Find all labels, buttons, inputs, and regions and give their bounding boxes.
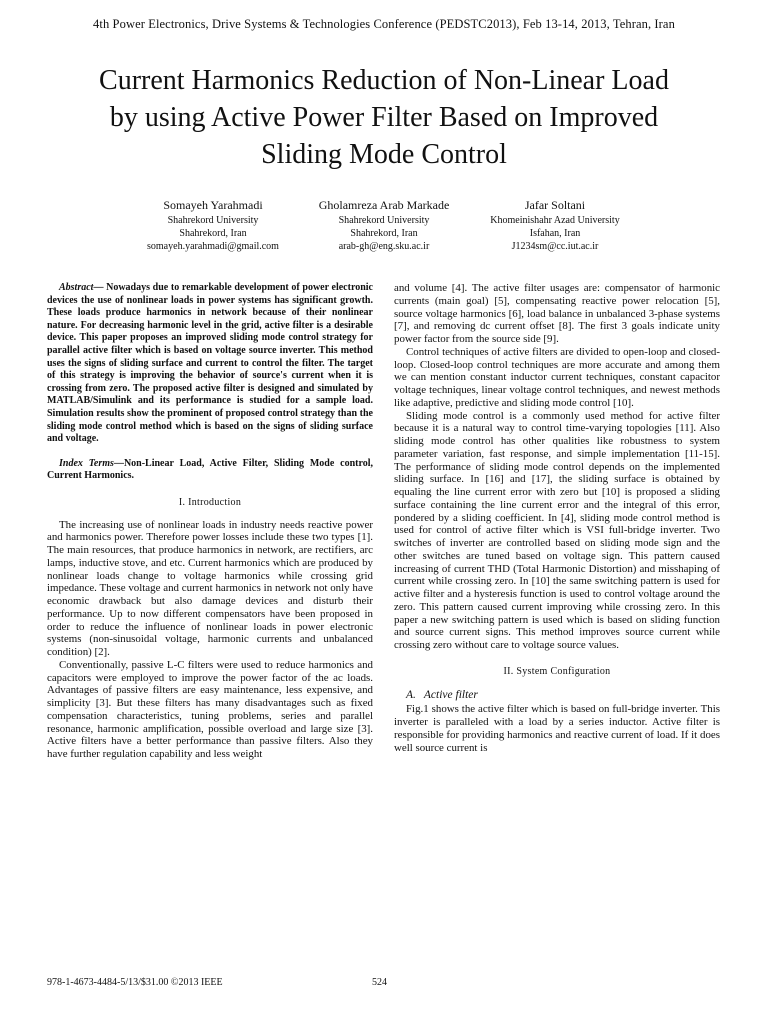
index-terms (47, 458, 373, 483)
left-column (47, 282, 373, 761)
index-terms-label: Index Terms (59, 457, 114, 469)
right-column (394, 282, 720, 754)
index-terms-text: —Non-Linear Load, Active Filter, Sliding Mode control, Current Harmonics. (47, 457, 373, 482)
author-affiliation: Shahrekord University (338, 215, 430, 226)
title-line-2: by using Active Power Filter Based on Improved (109, 102, 659, 133)
subsection-heading-active-filter (394, 689, 720, 702)
author-affiliation: Shahrekord University (167, 215, 259, 226)
author-block-1 (113, 197, 313, 253)
author-name: Jafar Soltani (524, 198, 586, 212)
author-email: J1234sm@cc.iut.ac.ir (511, 241, 599, 252)
section-heading-system-configuration: II. System Configuration (503, 665, 611, 677)
body-paragraph-control-techniques: Control techniques of active filters are divided to open-loop and closed-loop. Closed-loop control techniques are more accurate and among them we can mention constant inductor current techniques, constant capacitor voltage techniques, linear voltage control techniques, and newest methods like adaptive, predictive and sliding mode control [10]. (394, 345, 720, 409)
author-email: arab-gh@eng.sku.ac.ir (338, 241, 430, 252)
abstract (47, 282, 373, 446)
author-block-3 (455, 197, 655, 253)
author-location: Shahrekord, Iran (179, 228, 247, 239)
author-location: Shahrekord, Iran (350, 228, 418, 239)
intro-paragraph-1: The increasing use of nonlinear loads in industry needs reactive power and harmonics power. Therefore power losses include these two types [1]. The main resources, that produce harmonics in network, are rectifiers, arc lamps, inductive stove, and etc. Current harmonics which are produced by nonlinear loads change to voltage harmonics while crossing grid impedance. These voltage and current harmonics in network not only have economic drawback but also damage devices and disturb their performance. Up to now different compensators have been proposed in order to reduce the influence of nonlinear loads in power electronic systems (non-sinusoidal voltage, harmonic currents and unbalanced condition) [2]. (47, 518, 373, 659)
author-location: Isfahan, Iran (529, 228, 581, 239)
paper-title (50, 62, 718, 173)
body-paragraph-active-filter: Fig.1 shows the active filter which is based on full-bridge inverter. This inverter is paralleled with a load by a series inductor. Active filter is responsible for providing harmonics and reactive current of load. If it does well source current is (394, 703, 720, 754)
footer-copyright: 978-1-4673-4484-5/13/$31.00 ©2013 IEEE (47, 977, 223, 988)
body-paragraph-continued: and volume [4]. The active filter usages are: compensator of harmonic currents (main goal) [5], compensating reactive power relocation [5], source voltage harmonics [6], load balance in unbalanced 3-phase systems [7], and removing dc current offset [8]. The first 3 goals indicate unity power factor from the source side [9]. (394, 282, 720, 345)
author-name: Somayeh Yarahmadi (163, 198, 263, 212)
section-heading-introduction: I. Introduction (178, 496, 242, 508)
title-line-3: Sliding Mode Control (261, 139, 507, 170)
title-line-1: Current Harmonics Reduction of Non-Linear Load (99, 65, 669, 96)
intro-paragraph-2: Conventionally, passive L-C filters were used to reduce harmonics and capacitors were employed to improve the power factor of the ac loads. Advantages of passive filters are easy maintenance, less expensive, and simplicity [3]. But these filters has many disadvantages such as fixed compensation characteristics, tuning problems, series and parallel resonance, harmonic amplification, possible overload and large size [3]. Active filters have a better performance than passive filters. Also they have further regulation capability and less weight (47, 658, 373, 761)
author-block-2 (284, 197, 484, 253)
abstract-text: — Nowadays due to remarkable development of power electronic devices the use of nonlinear loads in power systems has significant growth. These loads produce harmonics in network because of their nonlinear nature. For decreasing harmonic level in the grid, active filter is a desirable device. This paper proposes an improved sliding mode control strategy for parallel active filter which is based on voltage source inverter. This method uses the signs of sliding surface and current to control the filter. The target of this strategy is improving the behavior of source's current when it is crossing from zero. The proposed active filter is designed and simulated by MATLAB/Simulink and its performance is studied for a sample load. Simulation results show the prominent of proposed control strategy than the sliding mode control method which is based on the signs of sliding surface and voltage. (47, 282, 373, 445)
conference-header: 4th Power Electronics, Drive Systems & Technologies Conference (PEDSTC2013), Feb 13-14, 2013, Tehran, Iran (93, 17, 675, 31)
author-affiliation: Khomeinishahr Azad University (490, 215, 620, 226)
abstract-label: Abstract (59, 282, 94, 293)
author-name: Gholamreza Arab Markade (318, 198, 450, 212)
subsection-title: Active filter (423, 688, 478, 701)
author-email: somayeh.yarahmadi@gmail.com (147, 241, 279, 252)
page-number: 524 (372, 977, 387, 988)
body-paragraph-sliding-mode: Sliding mode control is a commonly used method for active filter because it is a natural way to control time-varying topologies [11]. Also sliding mode control has other qualities like robustness to system parameter variation, fast response, and simple implementation [11-15]. The performance of sliding mode control depends on the implemented sliding surface. In [16] and [17], the sliding surface is obtained by equaling the line current error with zero but [10] is proposed a sliding surface containing the line current error and the integral of this error, pondered by a sliding coefficient. In [4], sliding mode control method is used for control of active filter which is VSI full-bridge inverter. Two switches of inverter are controlled based on sliding mode sign and the other switches are tuned based on voltage sign. This pattern caused increasing of current THD (Total Harmonic Distortion) and misshaping of current while crossing zero. In [10] the same switching pattern is used for active filter and a hysteresis function is used to control voltage around the zero. This pattern caused current improving while crossing zero. In this paper a new switching pattern is used which is based on sliding function and source current signs. This method improves source current while crossing zero without care to voltage source values. (394, 409, 720, 651)
subsection-label: A. (406, 688, 416, 701)
